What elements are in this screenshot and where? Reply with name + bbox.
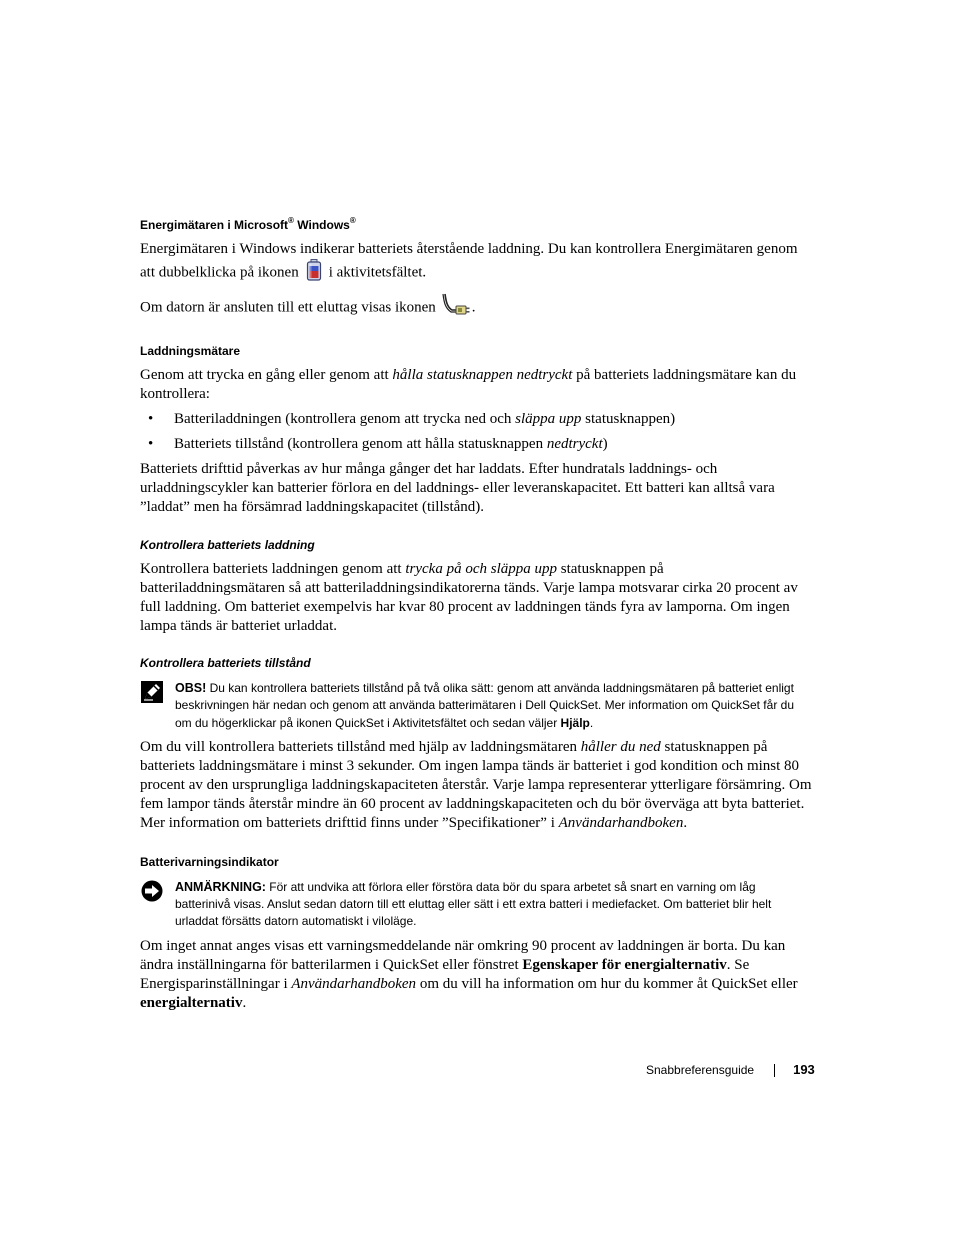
notice-label: ANMÄRKNING: (175, 879, 266, 894)
section-heading-charge-gauge: Laddningsmätare (140, 344, 241, 358)
section-heading-battery-warning: Batterivarningsindikator (140, 854, 279, 869)
paragraph-battery-lifespan: Batteriets drifttid påverkas av hur många gånger det har laddats. Efter hundratals laddnings- och urladdningscykler kan batterier förlora en del laddnings- eller leveranskapacitet. Ett batteri kan alltså vara ”laddat” men ha försämrad laddningskapacitet (tillstånd). (140, 461, 775, 515)
page-number: 193 (793, 1062, 815, 1077)
page-footer (646, 1062, 826, 1078)
section-heading-power-meter: Energimätaren i Microsoft® Windows® (140, 216, 356, 232)
list-item: • Batteriladdningen (kontrollera genom att trycka ned och släppa upp statusknappen) (148, 411, 676, 427)
note-label: OBS! (175, 681, 207, 695)
list-item: • Batteriets tillstånd (kontrollera genom att hålla statusknappen nedtryckt) (148, 436, 608, 452)
notice-box: ANMÄRKNING: För att undvika att förlora eller förstöra data bör du spara arbetet så snart en varning om låg batterinivå visas. Anslut sedan datorn till ett eluttag eller sätt i ett extra batteri i mediefacket. Om batteriet blir helt urladdat försätts datorn automatiskt i viloläge. (140, 879, 812, 931)
paragraph-battery-warning: Om inget annat anges visas ett varningsmeddelande när omkring 90 procent av laddningen är borta. Du kan ändra inställningarna för batterilarmen i QuickSet eller fönstret Egenskaper för energialternativ. Se Energisparinställningar i Användarhandboken om du vill ha information om hur du kommer åt QuickSet eller energialternativ. (140, 937, 798, 1011)
paragraph-charge-gauge-intro: Genom att trycka en gång eller genom att hålla statusknappen nedtryckt på batteriets laddningsmätare kan du kontrollera: (140, 367, 797, 402)
notice-arrow-icon (141, 880, 163, 907)
note-pencil-icon (141, 681, 163, 708)
bullet: • (148, 436, 154, 452)
bullet: • (148, 411, 154, 427)
paragraph-check-health: Om du vill kontrollera batteriets tillstånd med hjälp av laddningsmätaren håller du ned statusknappen på batteriets laddningsmätare i minst 3 sekunder. Om ingen lampa tänds är batteriet i god kondition och minst 80 procent av den ursprungliga laddningskapaciteten återstår. Varje lampa representerar ytterligare försämring. Om fem lampor tänds återstår mindre än 60 procent av laddningskapaciteten och du bör överväga att byta batteriet. Mer information om batteriets drifttid finns under ”Specifikationer” i Användarhandboken. (140, 738, 812, 831)
note-box: OBS! Du kan kontrollera batteriets tillstånd på två olika sätt: genom att använda laddningsmätaren på batteriet enligt beskrivningen här nedan och genom att använda batterimätaren i Dell QuickSet. Mer information om QuickSet får du om du högerklickar på ikonen QuickSet i Aktivitetsfältet och sedan väljer Hjälp. (140, 680, 812, 732)
document-body (140, 218, 812, 1013)
battery-meter-icon (306, 259, 322, 287)
paragraph-power-meter: Energimätaren i Windows indikerar batteriets återstående laddning. Du kan kontrollera Energimätaren genom att dubbelklicka på ikonen i aktivitetsfältet. (140, 240, 812, 287)
section-heading-check-health: Kontrollera batteriets tillstånd (140, 656, 311, 670)
section-heading-check-charge: Kontrollera batteriets laddning (140, 538, 315, 552)
paragraph-check-charge: Kontrollera batteriets laddningen genom att trycka på och släppa upp statusknappen på batteriladdningsmätaren så att batteriladdningsindikatorerna tänds. Varje lampa motsvarar cirka 20 procent av full laddning. Om batteriet exempelvis har kvar 80 procent av laddningen tänds fyra av lamporna. Om ingen lampa tänds är batteriet urladdat. (140, 561, 798, 634)
footer-guide-title: Snabbreferensguide (646, 1063, 755, 1077)
charge-gauge-list (140, 410, 812, 454)
footer-divider (774, 1064, 775, 1077)
paragraph-ac-power: Om datorn är ansluten till ett eluttag visas ikonen . (140, 293, 812, 323)
ac-power-plug-icon (442, 293, 470, 323)
